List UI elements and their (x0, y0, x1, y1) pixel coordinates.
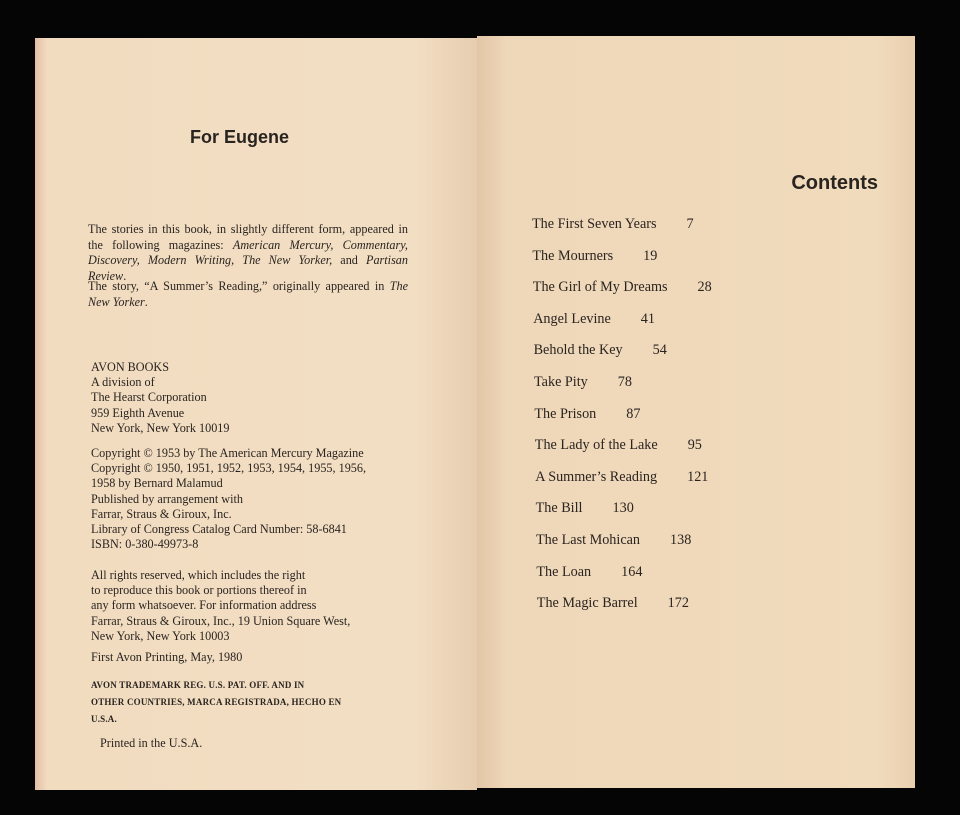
toc-page-number: 19 (643, 247, 658, 264)
toc-page-number: 95 (687, 437, 702, 454)
toc-page-number: 164 (621, 563, 643, 580)
toc-page-number: 78 (617, 373, 632, 390)
toc-title: The First Seven Years (532, 216, 657, 232)
right-page (477, 36, 915, 788)
toc-entry (534, 374, 712, 406)
toc-page-number: 121 (687, 468, 709, 485)
toc-entry (532, 216, 712, 248)
toc-entry (534, 406, 711, 438)
toc-entry (533, 279, 712, 311)
toc-title: The Bill (535, 500, 583, 517)
left-page (35, 38, 477, 790)
toc-entry (533, 311, 712, 343)
toc-entry (535, 437, 712, 469)
toc-page-number: 172 (667, 595, 689, 612)
publisher-block: AVON BOOKS A division of The Hearst Corporation 959 Eighth Avenue New York, New York 10019 (91, 360, 230, 435)
toc-page-number: 130 (612, 500, 634, 517)
toc-title: Angel Levine (533, 310, 611, 327)
toc-entry (535, 469, 712, 501)
toc-entry (536, 532, 712, 564)
toc-title: The Girl of My Dreams (532, 279, 668, 296)
toc-title: The Magic Barrel (536, 595, 638, 612)
toc-page-number: 138 (670, 531, 692, 548)
toc-entry (534, 342, 712, 374)
toc-title: The Loan (536, 563, 592, 580)
open-book (35, 38, 915, 790)
toc-title: A Summer’s Reading (535, 468, 658, 485)
copyright-block: Copyright © 1953 by The American Mercury Magazine Copyright © 1950, 1951, 1952, 1953, 1954, 1955, 1956, 1958 by Bernard Malamud Published by arrangement with Farrar, Straus & Giroux, Inc. Library of Congress Catalog Card Number: 58-6841 ISBN: 0-380-49973-8 (91, 446, 367, 552)
toc-entry (537, 595, 712, 627)
toc-entry (536, 564, 711, 596)
toc-title: Behold the Key (533, 342, 623, 359)
toc-page-number: 41 (640, 310, 655, 327)
trademark-note: AVON TRADEMARK REG. U.S. PAT. OFF. AND IN OTHER COUNTRIES, MARCA REGISTRADA, HECHO EN U.S.A. (91, 680, 342, 724)
toc-page-number: 28 (697, 279, 712, 296)
contents-heading: Contents (791, 172, 878, 194)
toc-title: The Mourners (532, 247, 614, 264)
toc-page-number: 7 (686, 216, 694, 232)
printing-note: First Avon Printing, May, 1980 (91, 650, 243, 664)
rights-block: All rights reserved, which includes the right to reproduce this book or portions thereof in any form whatsoever. For information address Farrar, Straus & Giroux, Inc., 19 Union Square West, New York, New York 10003 (91, 568, 351, 643)
toc-title: The Prison (534, 405, 597, 422)
dedication: For Eugene (190, 127, 290, 147)
toc-page-number: 87 (626, 405, 641, 422)
summer-note: The story, “A Summer’s Reading,” originally appeared in The New Yorker. (88, 279, 408, 309)
printed-note: Printed in the U.S.A. (100, 736, 203, 750)
toc-title: The Last Mohican (536, 531, 641, 548)
toc-entry (536, 500, 712, 532)
table-of-contents (532, 216, 712, 627)
magazines-note: The stories in this book, in slightly different form, appeared in the following magazines: American Mercury, Commentary, Discovery, Modern Writing, The New Yorker, and Partisan Review. (88, 222, 408, 283)
toc-page-number: 54 (652, 342, 667, 359)
toc-entry (532, 248, 711, 280)
toc-title: Take Pity (534, 373, 588, 390)
toc-title: The Lady of the Lake (534, 437, 658, 454)
